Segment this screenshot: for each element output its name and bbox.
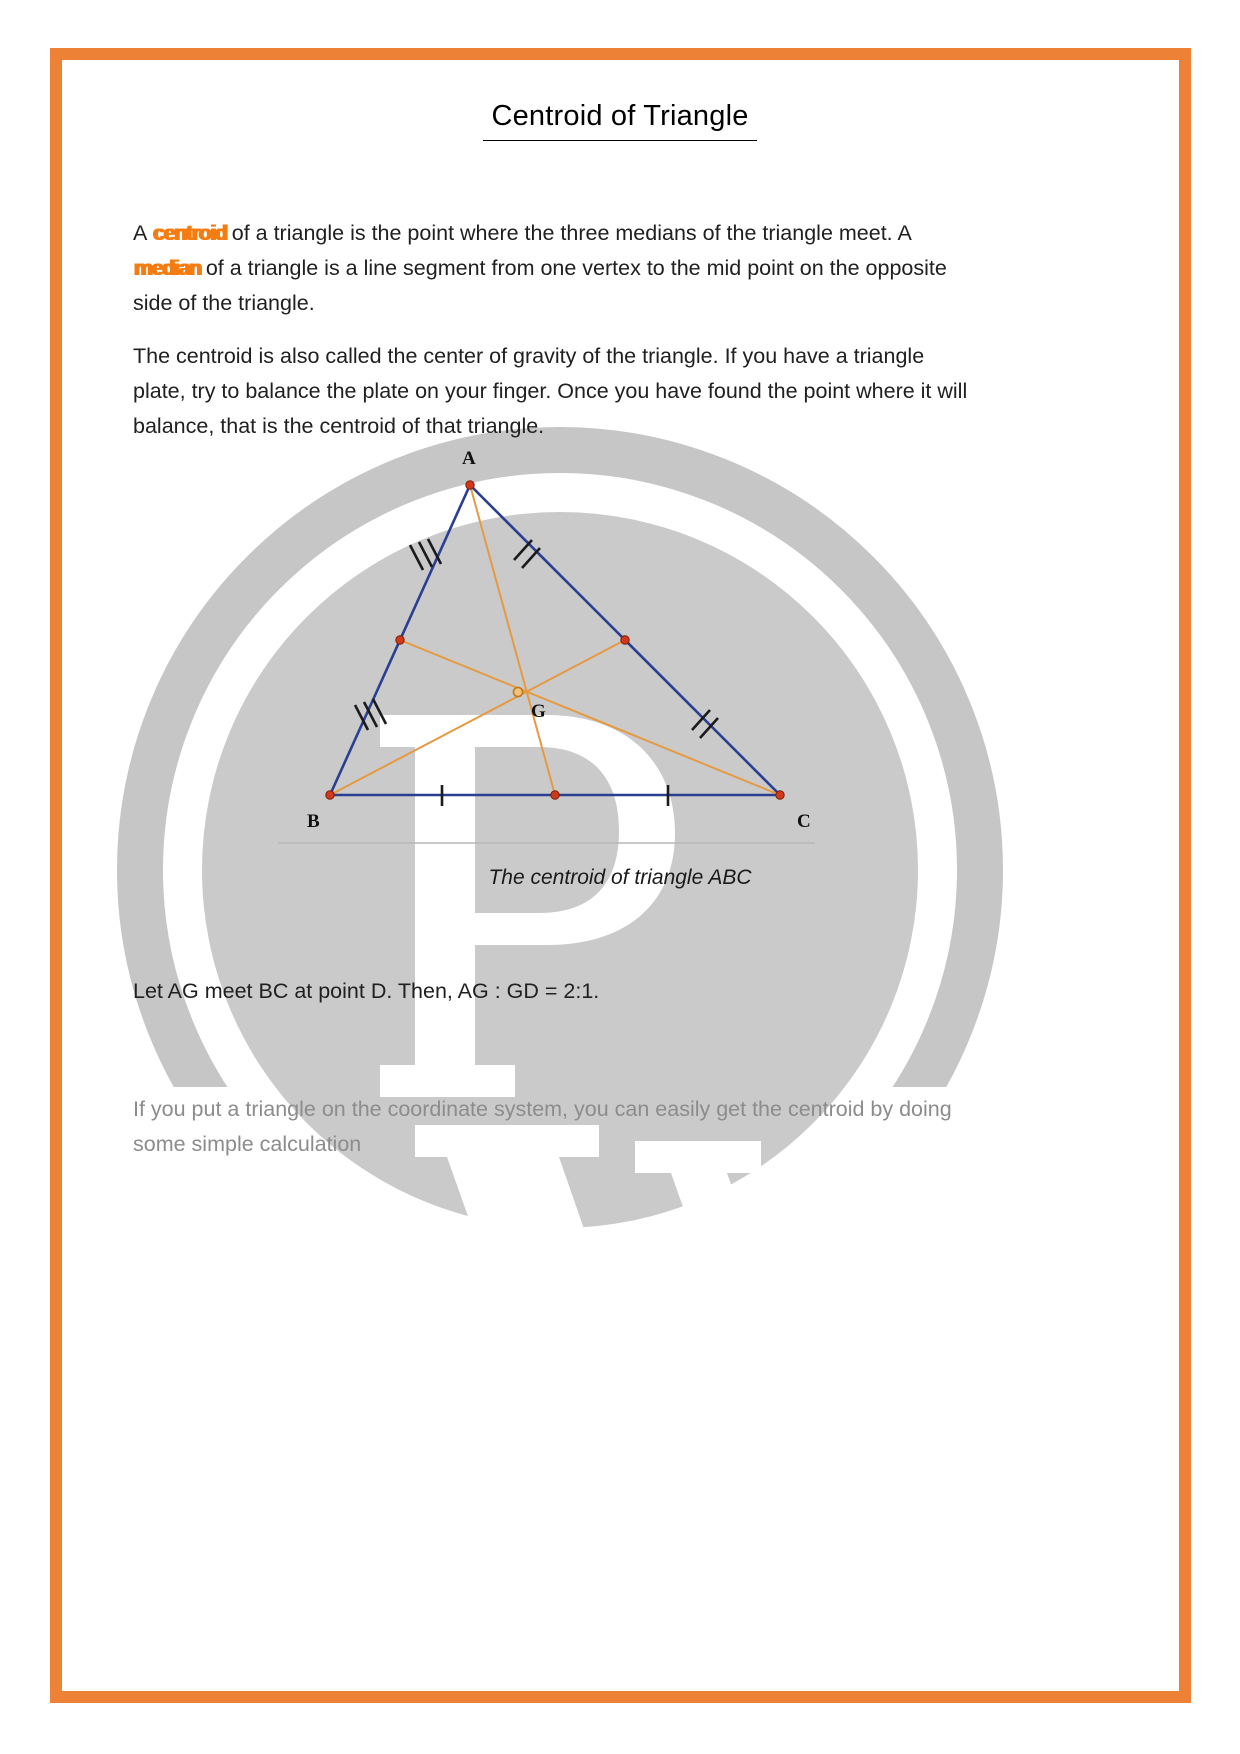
centroid-label: G xyxy=(531,701,546,722)
vertex-label-c: C xyxy=(797,811,811,832)
highlight-centroid: centroid centroid xyxy=(152,216,226,251)
p1-part-b: of a triangle is the point where the three medians of the triangle meet. A xyxy=(225,220,911,245)
p1-part-a: A xyxy=(133,220,153,245)
vertex-label-a: A xyxy=(462,448,476,469)
p1-part-c: of a triangle is a line segment from one vertex to the mid point on the opposite side of the triangle. xyxy=(133,255,947,315)
paragraph-gravity: The centroid is also called the center of gravity of the triangle. If you have a triangle plate, try to balance the plate on your finger. Once you have found the point where it will balance, that is the centroid of that triangle. xyxy=(133,343,968,438)
figure-caption: The centroid of triangle ABC xyxy=(488,866,752,889)
vertex-label-b: B xyxy=(307,811,320,832)
ratio-statement: Let AG meet BC at point D. Then, AG : GD = 2:1. xyxy=(133,979,600,1003)
highlight-median: median median xyxy=(133,251,200,286)
page-title xyxy=(0,100,1240,141)
paragraph-coordinate-note: If you put a triangle on the coordinate system, you can easily get the centroid by doing some simple calculation xyxy=(133,1096,952,1156)
page-title-text: Centroid of Triangle xyxy=(483,100,756,141)
paragraph-definition xyxy=(133,216,973,321)
